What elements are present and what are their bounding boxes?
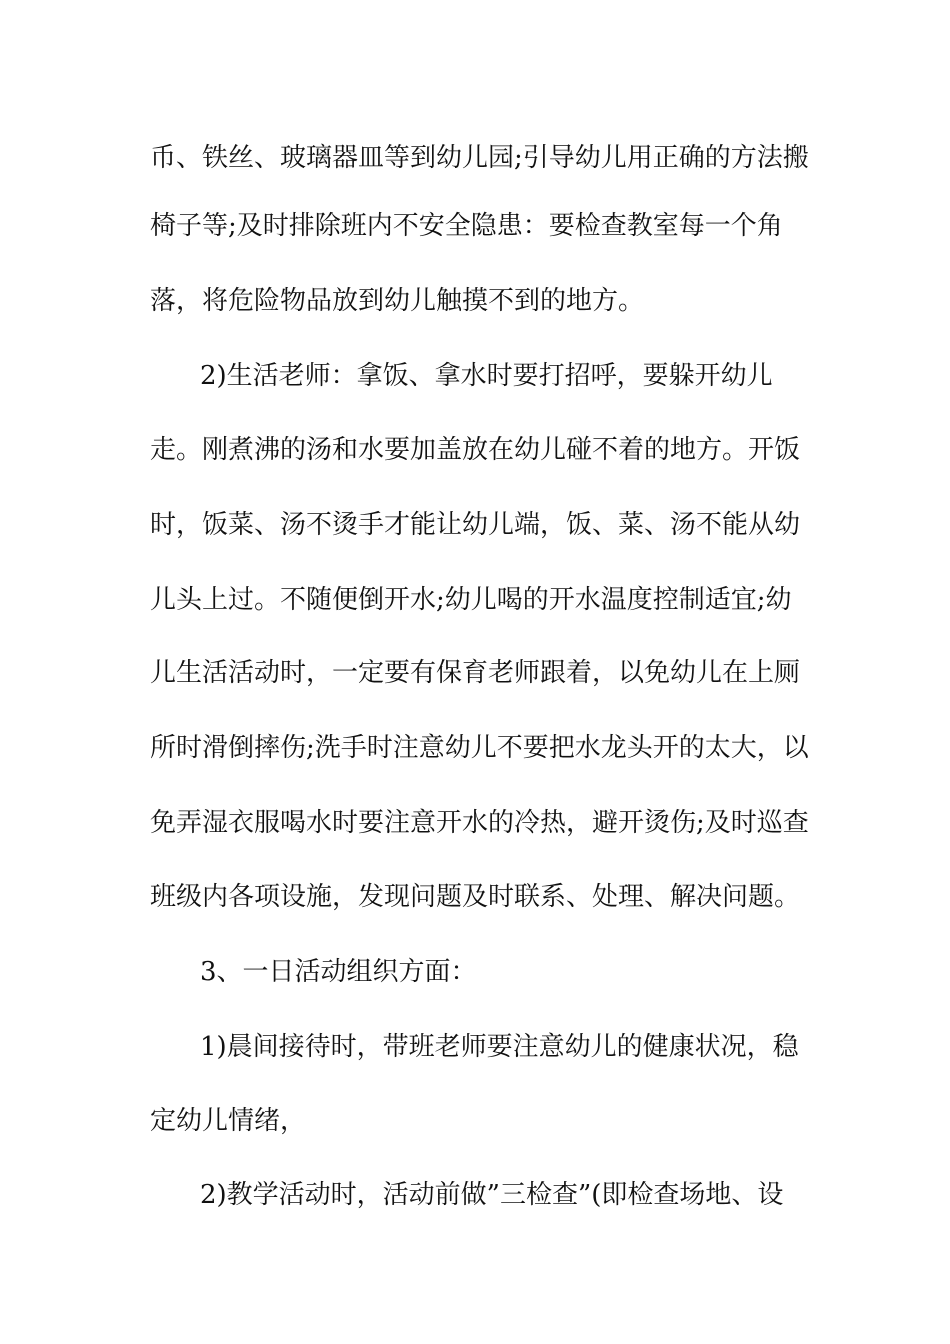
text-line: 币、铁丝、玻璃器皿等到幼儿园;引导幼儿用正确的方法搬 [150,143,809,173]
text-line: 落，将危险物品放到幼儿触摸不到的地方。 [150,286,645,316]
text-line: 椅子等;及时排除班内不安全隐患：要检查教室每一个角 [150,211,783,241]
text-line: 1)晨间接待时，带班老师要注意幼儿的健康状况，稳 [200,1032,799,1062]
text-line: 免弄湿衣服喝水时要注意开水的冷热，避开烫伤;及时巡查 [150,808,809,838]
text-line: 3、一日活动组织方面： [200,957,477,987]
text-line: 走。刚煮沸的汤和水要加盖放在幼儿碰不着的地方。开饭 [150,435,801,465]
text-line: 儿生活活动时，一定要有保育老师跟着，以免幼儿在上厕 [150,658,801,688]
text-line: 时，饭菜、汤不烫手才能让幼儿端，饭、菜、汤不能从幼 [150,510,801,540]
text-line: 所时滑倒摔伤;洗手时注意幼儿不要把水龙头开的太大，以 [150,733,809,763]
text-line: 2)教学活动时，活动前做”三检查”(即检查场地、设 [200,1180,784,1210]
text-line: 2)生活老师：拿饭、拿水时要打招呼，要躲开幼儿 [200,361,773,391]
text-line: 班级内各项设施，发现问题及时联系、处理、解决问题。 [150,882,801,912]
text-line: 定幼儿情绪， [150,1106,307,1136]
text-line: 儿头上过。不随便倒开水;幼儿喝的开水温度控制适宜;幼 [150,585,792,615]
